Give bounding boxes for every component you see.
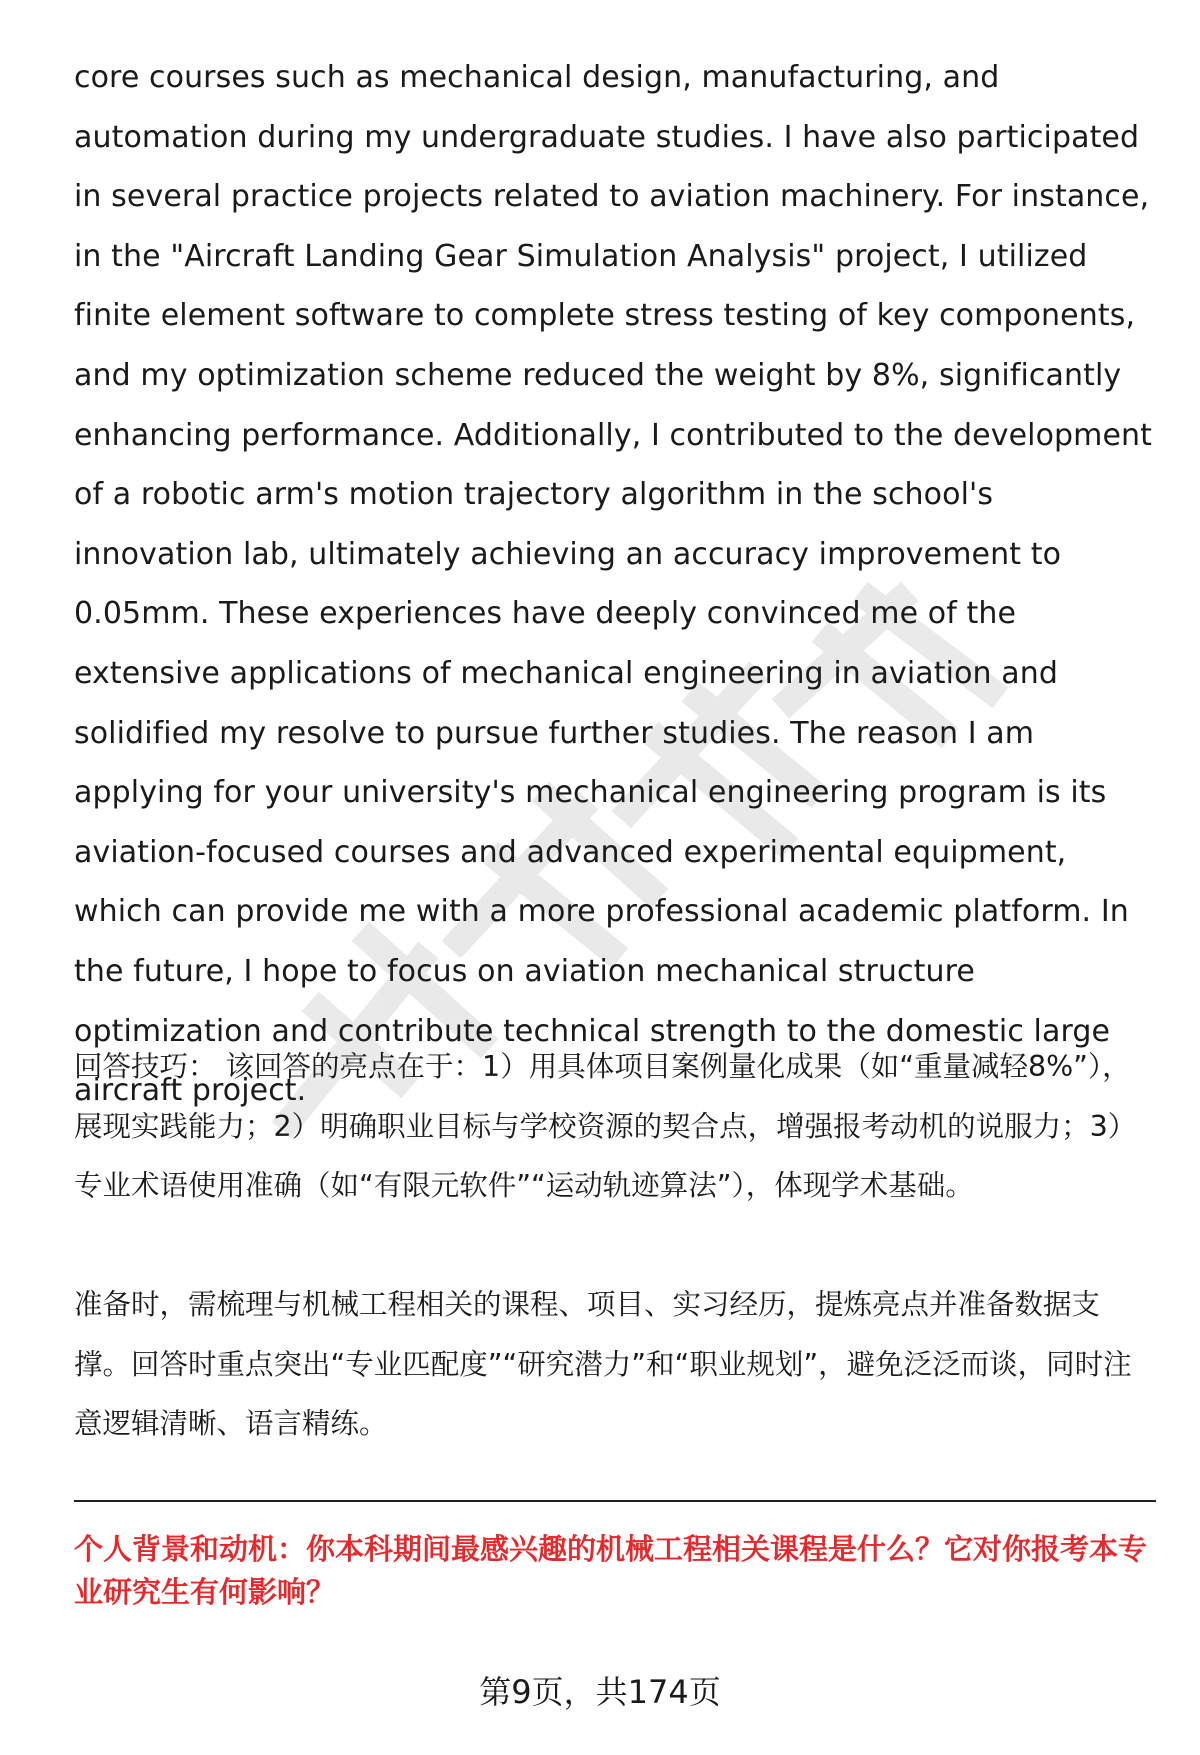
answer-tips: 回答技巧： 该回答的亮点在于：1）用具体项目案例量化成果（如“重量减轻8%”），展现实践能力；2）明确职业目标与学校资源的契合点，增强报考动机的说服力；3）专业术语使用准确（如“有限元软件”“运动轨迹算法”），体现学术基础。: [74, 1050, 1137, 1203]
answer-continuation: core courses such as mechanical design, manufacturing, and automation during my undergraduate studies. I have also participated in several practice projects related to aviation machinery. For instance, in the "Aircraft Landing Gear Simulation Analysis" project, I utilized finite element software to complete stress testing of key components, and my optimization scheme reduced the weight by 8%, significantly enhancing performance. Additionally, I contributed to the development of a robotic arm's motion trajectory algorithm in the school's innovation lab, ultimately achieving an accuracy improvement to 0.05mm. These experiences have deeply convinced me of the extensive applications of mechanical engineering in aviation and solidified my resolve to pursue further studies. The reason I am applying for your university's mechanical engineering program is its aviation-focused courses and advanced experimental equipment, which can provide me with a more professional academic platform. In the future, I hope to focus on aviation mechanical structure optimization and contribute technical strength to the domestic large aircraft project.: [74, 60, 1153, 1109]
section-divider: [74, 1500, 1156, 1502]
page-number-footer: 第9页，共174页: [479, 1673, 721, 1711]
next-question-heading: 个人背景和动机：你本科期间最感兴趣的机械工程相关课程是什么？它对你报考本专业研究生有何影响？: [74, 1532, 1148, 1609]
preparation-advice: 准备时，需梳理与机械工程相关的课程、项目、实习经历，提炼亮点并准备数据支撑。回答时重点突出“专业匹配度”“研究潜力”和“职业规划”，避免泛泛而谈，同时注意逻辑清晰、语言精练。: [74, 1288, 1132, 1441]
